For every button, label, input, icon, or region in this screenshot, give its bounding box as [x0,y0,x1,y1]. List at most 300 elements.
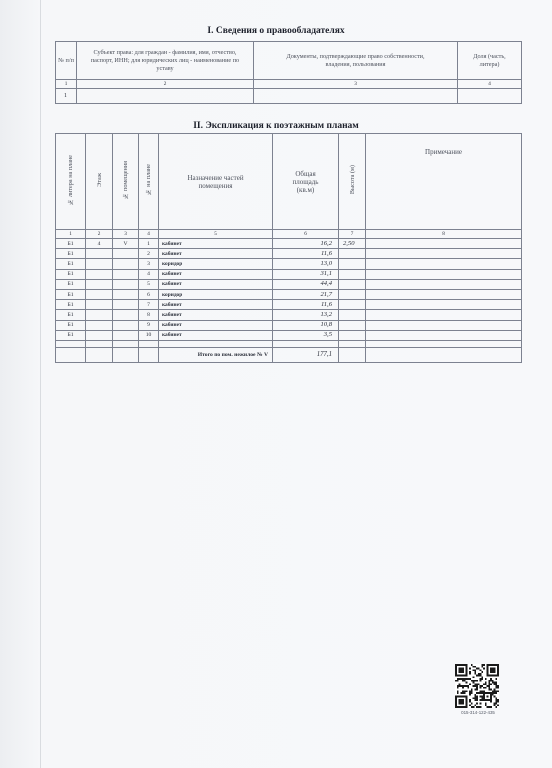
qr-module [495,697,497,699]
qr-module [474,683,476,685]
qr-module [481,676,483,678]
qr-module [455,680,457,682]
expl-spacer-cell [366,340,522,347]
qr-module [480,685,482,687]
expl-cell-floor [86,269,113,279]
expl-cell-floor [86,300,113,310]
expl-spacer-cell [113,340,139,347]
expl-body [56,239,522,341]
expl-header-floor-text: Этаж [95,173,103,187]
expl-cell-name: кабинет [159,239,273,249]
expl-cell-height: 2,50 [339,239,366,249]
qr-module [462,692,464,694]
qr-module [490,701,492,703]
expl-header-floor [86,134,113,230]
qr-module [469,678,471,680]
qr-module [471,692,473,694]
expl-cell-area: 44,4 [273,279,339,289]
expl-row [56,269,522,279]
qr-module [495,703,497,705]
expl-total-blank [113,347,139,362]
qr-module [494,692,496,694]
expl-cell-note [366,249,522,259]
qr-module [490,706,492,708]
owners-colnum: 3 [254,80,458,89]
qr-module [481,666,483,668]
qr-module [485,704,487,706]
qr-module [464,692,466,694]
qr-module [464,680,466,682]
expl-cell-name: кабинет [159,330,273,340]
qr-module [487,696,489,698]
qr-module [469,694,471,696]
owners-row [56,89,522,104]
qr-module [471,680,473,682]
qr-module [488,680,490,682]
qr-module [481,692,483,694]
qr-module [457,680,459,682]
qr-module [495,685,497,687]
owners-cell-subject [77,89,254,104]
qr-module [469,668,471,670]
qr-module [476,706,478,708]
qr-module [474,694,476,696]
expl-header-plan-no [139,134,159,230]
qr-module [462,680,464,682]
qr-module [476,692,478,694]
qr-module [476,668,478,670]
qr-module [462,687,464,689]
qr-module [497,699,499,701]
qr-module [457,692,459,694]
qr-module [457,690,459,692]
expl-cell-num: 6 [139,289,159,299]
expl-header-row [56,134,522,230]
qr-module [490,668,495,673]
owners-column-numbers [56,80,522,89]
owners-header-documents: Документы, подтверждающие право собственности, владения, пользования [254,42,458,80]
qr-module [492,680,494,682]
qr-module [474,697,476,699]
qr-module [480,696,482,698]
qr-module [488,689,490,691]
owners-table [55,41,522,104]
expl-cell-litera: Б1 [56,320,86,330]
qr-module [467,687,469,689]
expl-colnum: 4 [139,230,159,239]
expl-cell-name: коридор [159,289,273,299]
expl-row [56,300,522,310]
qr-module [467,685,469,687]
expl-cell-room [113,279,139,289]
qr-module [457,687,459,689]
qr-module [469,673,471,675]
qr-module [480,703,482,705]
expl-colnum: 1 [56,230,86,239]
qr-module [471,690,473,692]
qr-module [485,678,487,680]
qr-module [469,699,471,701]
qr-module [459,668,464,673]
qr-module [466,685,468,687]
qr-module [495,690,497,692]
qr-module [492,690,494,692]
expl-cell-room [113,300,139,310]
qr-module [494,689,496,691]
owners-header-row [56,42,522,80]
owners-colnum: 1 [56,80,77,89]
expl-cell-height [339,289,366,299]
expl-cell-area: 11,6 [273,300,339,310]
qr-module [494,683,496,685]
expl-row [56,279,522,289]
qr-module [474,669,476,671]
qr-module [481,696,483,698]
qr-module [466,682,468,684]
expl-cell-name: кабинет [159,300,273,310]
qr-module [471,689,473,691]
qr-module [492,692,494,694]
expl-row [56,259,522,269]
qr-module [473,666,475,668]
qr-module [474,696,476,698]
qr-module [473,682,475,684]
expl-cell-floor [86,279,113,289]
owners-colnum: 2 [77,80,254,89]
expl-colnum: 8 [366,230,522,239]
qr-module [478,692,480,694]
qr-module [480,678,482,680]
qr-module [488,683,490,685]
qr-module [487,685,489,687]
expl-cell-floor [86,289,113,299]
qr-module [488,682,490,684]
qr-module [460,678,462,680]
expl-cell-area: 11,6 [273,249,339,259]
expl-cell-name: кабинет [159,269,273,279]
expl-spacer-cell [139,340,159,347]
qr-module [462,685,464,687]
expl-cell-note [366,269,522,279]
qr-module [476,675,478,677]
expl-cell-area: 10,8 [273,320,339,330]
expl-spacer-cell [339,340,366,347]
expl-spacer-row [56,340,522,347]
qr-module [483,687,485,689]
expl-header-room-no [113,134,139,230]
qr-module [480,699,482,701]
expl-header-litera [56,134,86,230]
owners-header-num: № п/п [56,42,77,80]
qr-module [474,671,476,673]
qr-module [459,699,464,704]
qr-module [494,682,496,684]
expl-total-row [56,347,522,362]
expl-cell-area: 31,1 [273,269,339,279]
expl-cell-note [366,310,522,320]
qr-module [478,675,480,677]
qr-module [474,689,476,691]
qr-module [459,678,461,680]
qr-module [480,680,482,682]
qr-module [497,704,499,706]
expl-column-numbers [56,230,522,239]
qr-module [469,704,471,706]
expl-cell-height [339,279,366,289]
qr-module [471,703,473,705]
page-binding-edge [40,0,41,768]
expl-cell-litera: Б1 [56,259,86,269]
expl-spacer-cell [56,340,86,347]
qr-module [476,685,478,687]
qr-module [495,678,497,680]
expl-cell-height [339,269,366,279]
expl-cell-area: 21,7 [273,289,339,299]
qr-module [490,680,492,682]
expl-cell-name: кабинет [159,249,273,259]
expl-cell-num: 3 [139,259,159,269]
qr-module [485,683,487,685]
qr-module [497,701,499,703]
expl-spacer-cell [159,340,273,347]
expl-cell-name: кабинет [159,320,273,330]
qr-module [494,704,496,706]
expl-total-blank [86,347,113,362]
qr-module [480,706,482,708]
expl-cell-room [113,289,139,299]
expl-cell-note [366,259,522,269]
qr-module [473,685,475,687]
qr-module [481,678,483,680]
qr-module [476,683,478,685]
expl-cell-num: 10 [139,330,159,340]
expl-cell-name: кабинет [159,310,273,320]
expl-cell-height [339,259,366,269]
qr-module [488,687,490,689]
qr-module [481,685,483,687]
expl-cell-floor [86,310,113,320]
expl-row [56,330,522,340]
qr-module [467,678,469,680]
owners-header-subject: Субъект права: для граждан - фамилия, имя, отчество, паспорт, ИНН; для юридических лиц - наименование по уставу [77,42,254,80]
expl-header-height-text: Высота (м) [348,165,356,195]
expl-cell-litera: Б1 [56,239,86,249]
qr-module [481,699,483,701]
qr-module [480,673,482,675]
qr-module [474,680,476,682]
expl-cell-litera: Б1 [56,249,86,259]
qr-module [469,671,471,673]
qr-module [473,697,475,699]
qr-module [466,690,468,692]
qr-module [476,689,478,691]
qr-module [478,668,480,670]
expl-cell-note [366,279,522,289]
qr-module [480,692,482,694]
qr-module [473,669,475,671]
qr-module [478,706,480,708]
qr-module [459,683,461,685]
qr-module [485,682,487,684]
qr-module [469,690,471,692]
qr-module [495,692,497,694]
qr-module [480,687,482,689]
expl-cell-num: 2 [139,249,159,259]
qr-module [474,685,476,687]
qr-module [490,689,492,691]
qr-module [464,690,466,692]
qr-module [480,669,482,671]
owners-cell-num: 1 [56,89,77,104]
qr-module [469,692,471,694]
expl-cell-litera: Б1 [56,330,86,340]
expl-cell-note [366,300,522,310]
expl-total-blank [56,347,86,362]
expl-total-label: Итого по пом. нежилое № V [159,347,273,362]
expl-cell-room [113,249,139,259]
owners-cell-documents [254,89,458,104]
qr-module [497,687,499,689]
expl-cell-name: кабинет [159,279,273,289]
qr-module [474,673,476,675]
expl-cell-floor: 4 [86,239,113,249]
qr-module [476,697,478,699]
expl-cell-litera: Б1 [56,289,86,299]
qr-module [474,699,476,701]
expl-colnum: 7 [339,230,366,239]
qr-module [481,664,483,666]
qr-module [492,682,494,684]
qr-module [460,692,462,694]
expl-header-note: Примечание [366,134,522,230]
qr-module [490,678,492,680]
qr-module [464,678,466,680]
qr-module [483,664,485,666]
qr-module [476,680,478,682]
expl-cell-area: 16,2 [273,239,339,249]
qr-module [483,690,485,692]
expl-row [56,289,522,299]
qr-module [490,683,492,685]
owners-header-share: Доля (часть, литера) [458,42,522,80]
qr-module [471,664,473,666]
expl-cell-height [339,249,366,259]
qr-module [481,697,483,699]
expl-cell-room [113,269,139,279]
qr-module [483,683,485,685]
expl-cell-litera: Б1 [56,269,86,279]
qr-module [469,683,471,685]
qr-module [495,687,497,689]
qr-module [476,699,478,701]
qr-module [485,703,487,705]
expl-header-area: Общая площадь (кв.м) [273,134,339,230]
expl-header-room-no-text: № помещения [122,160,129,200]
expl-row [56,249,522,259]
expl-cell-litera: Б1 [56,300,86,310]
expl-row [56,310,522,320]
qr-module [478,683,480,685]
qr-module [474,666,476,668]
expl-cell-floor [86,249,113,259]
expl-cell-num: 1 [139,239,159,249]
qr-module [473,676,475,678]
expl-row [56,320,522,330]
owners-colnum: 4 [458,80,522,89]
expl-cell-litera: Б1 [56,279,86,289]
qr-module [495,699,497,701]
expl-spacer-cell [86,340,113,347]
qr-module [460,685,462,687]
qr-code [455,664,499,708]
qr-module [494,696,496,698]
qr-module [481,671,483,673]
expl-cell-note [366,330,522,340]
qr-caption: 015-314-122-435 [461,710,495,715]
qr-module [495,682,497,684]
qr-module [476,696,478,698]
qr-module [469,701,471,703]
qr-module [494,703,496,705]
expl-cell-area: 13,2 [273,310,339,320]
expl-header-purpose: Назначение частей помещения [159,134,273,230]
qr-module [487,706,489,708]
qr-module [485,687,487,689]
expl-colnum: 3 [113,230,139,239]
expl-cell-num: 9 [139,320,159,330]
qr-module [471,706,473,708]
qr-module [457,685,459,687]
expl-colnum: 5 [159,230,273,239]
qr-module [481,690,483,692]
expl-total-blank [139,347,159,362]
qr-module [476,703,478,705]
qr-module [478,673,480,675]
expl-spacer-cell [273,340,339,347]
expl-cell-height [339,300,366,310]
qr-module [495,683,497,685]
qr-module [495,701,497,703]
owners-cell-share [458,89,522,104]
expl-total-area: 177,1 [273,347,339,362]
qr-module [466,678,468,680]
expl-cell-floor [86,320,113,330]
expl-colnum: 2 [86,230,113,239]
qr-module [464,685,466,687]
qr-module [488,706,490,708]
qr-module [497,690,499,692]
qr-module [459,685,461,687]
expl-row [56,239,522,249]
qr-module [473,706,475,708]
expl-cell-room [113,259,139,269]
floor-plan-explication-table [55,133,522,363]
expl-cell-height [339,320,366,330]
qr-module [473,680,475,682]
expl-cell-num: 4 [139,269,159,279]
expl-cell-room [113,330,139,340]
qr-module [483,668,485,670]
expl-cell-floor [86,259,113,269]
expl-cell-height [339,330,366,340]
qr-module [474,704,476,706]
expl-total-blank [366,347,522,362]
qr-module [488,685,490,687]
expl-cell-height [339,310,366,320]
qr-module [480,690,482,692]
expl-header-plan-no-text: № на плане [145,164,152,196]
qr-module [462,678,464,680]
